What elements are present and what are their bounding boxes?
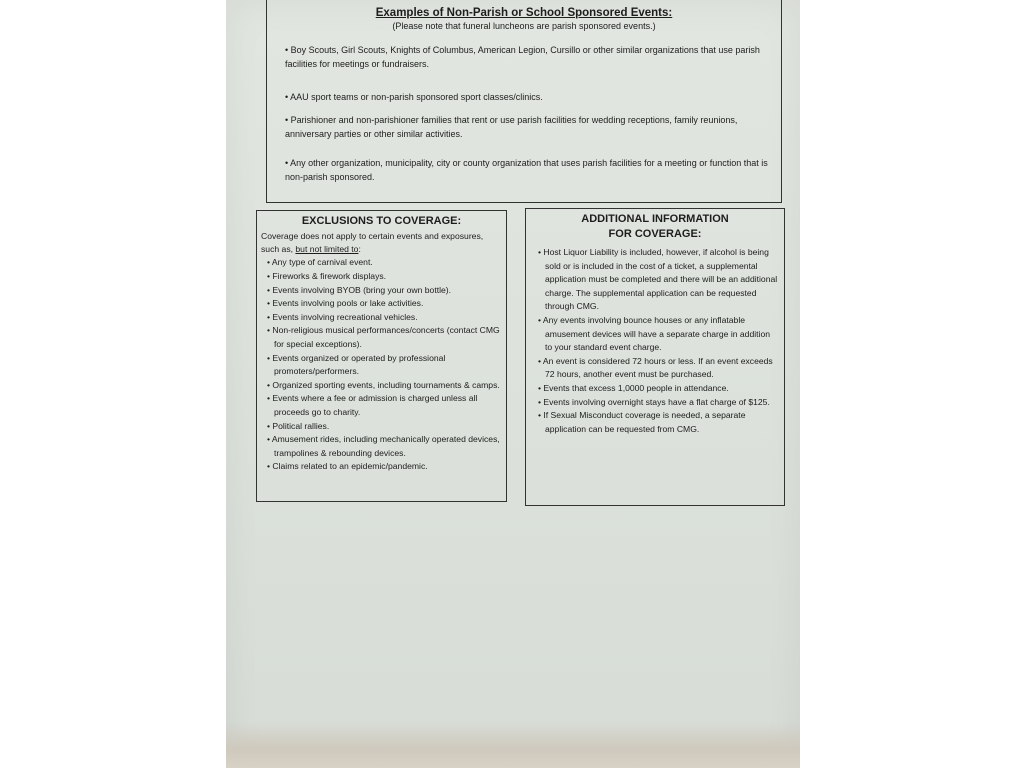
list-item: • Political rallies. [267,420,330,431]
list-item: • Any other organization, municipality, city or county organization that uses parish facilities for a meeting or function that is non-parish sponsored. [285,158,768,182]
section-subtitle: (Please note that funeral luncheons are parish sponsored events.) [392,21,656,31]
list-item: • Events involving recreational vehicles. [267,311,418,322]
document-page [226,0,800,768]
list-item: • If Sexual Misconduct coverage is needed, a separate application can be requested from CMG. [538,410,746,434]
exclusions-list [257,256,506,474]
intro-underline: but not limited to [295,244,359,255]
additional-title-line2: FOR COVERAGE: [608,228,702,240]
non-parish-events-box [266,0,782,203]
list-item: • Claims related to an epidemic/pandemic. [267,461,428,472]
intro-text: Coverage does not apply to certain events and exposures, such as, [261,231,484,255]
list-item: • Events where a fee or admission is charged unless all proceeds go to charity. [267,393,478,417]
list-item: • Events organized or operated by professional promoters/performers. [267,352,446,377]
list-item: • Events involving pools or lake activities. [267,298,424,309]
list-item: • Events involving BYOB (bring your own bottle). [267,284,452,295]
list-item: • Any type of carnival event. [267,257,373,268]
additional-list [526,242,784,436]
additional-title [526,212,784,242]
additional-title-line1: ADDITIONAL INFORMATION [581,213,729,225]
list-item: • AAU sport teams or non-parish sponsored sport classes/clinics. [285,92,543,102]
list-item: • Any events involving bounce houses or any inflatable amusement devices will have a separate charge in addition to your standard event charge. [538,314,770,353]
list-item: • Organized sporting events, including tournaments & camps. [267,379,500,390]
table-surface [226,722,800,768]
list-item: • Events involving overnight stays have a flat charge of $125. [538,396,770,407]
exclusions-intro [257,229,506,256]
section-title: Examples of Non-Parish or School Sponsored Events: [375,7,673,19]
list-item: • Events that excess 1,0000 people in attendance. [538,382,729,393]
additional-info-box [525,208,785,506]
list-item: • An event is considered 72 hours or less. If an event exceeds 72 hours, another event must be purchased. [538,355,773,380]
exclusions-title: EXCLUSIONS TO COVERAGE: [301,215,462,227]
intro-colon: : [358,244,361,255]
list-item: • Amusement rides, including mechanically operated devices, trampolines & rebounding devices. [267,434,500,458]
exclusions-box [256,210,507,502]
list-item: • Fireworks & firework displays. [267,271,387,281]
background-left [0,0,226,768]
list-item: • Parishioner and non-parishioner families that rent or use parish facilities for wedding receptions, family reunions, anniversary parties or other similar activities. [285,115,738,139]
background-right [800,0,1024,768]
list-item: • Host Liquor Liability is included, however, if alcohol is being sold or is included in the cost of a ticket, a supplemental application must be completed and there will be an additional charge. The supplemental application can be requested through CMG. [538,247,778,312]
list-item: • Boy Scouts, Girl Scouts, Knights of Columbus, American Legion, Cursillo or other similar organizations that use parish facilities for meetings or fundraisers. [285,45,760,69]
list-item: • Non-religious musical performances/concerts (contact CMG for special exceptions). [267,325,500,349]
